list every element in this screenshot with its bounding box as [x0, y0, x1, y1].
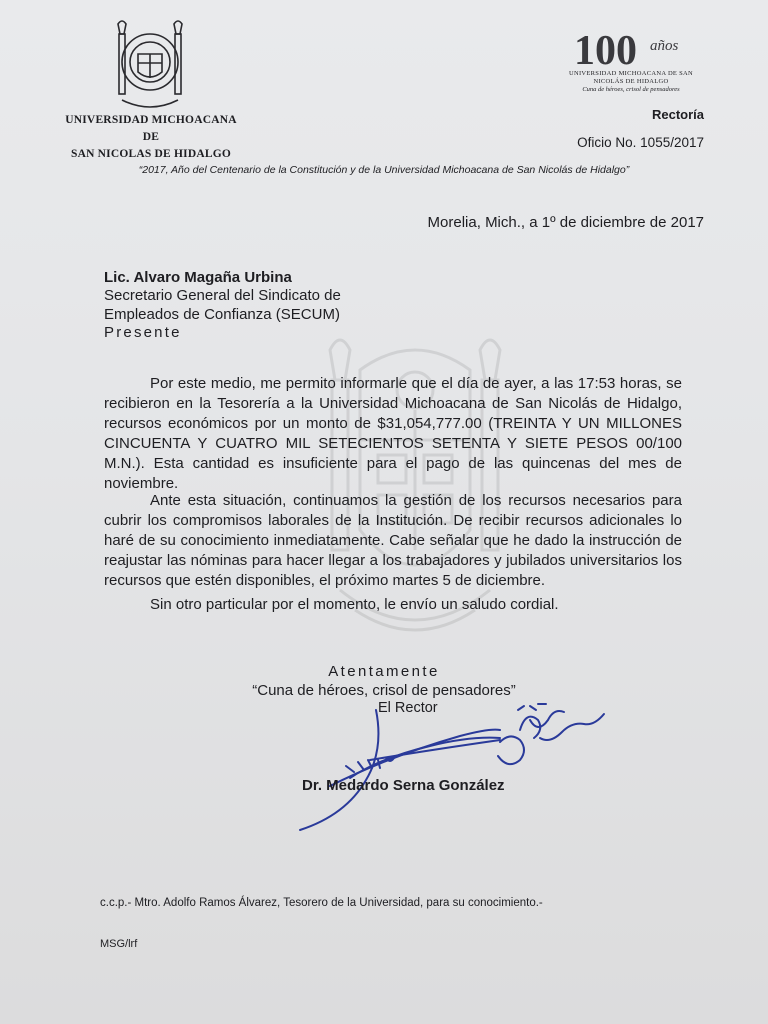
- greeting: Presente: [104, 324, 182, 341]
- carbon-copy-line: c.c.p.- Mtro. Adolfo Ramos Álvarez, Tesorero de la Universidad, para su conocimiento.-: [100, 897, 543, 909]
- body-paragraph: Por este medio, me permito informarle que el día de ayer, a las 17:53 horas, se recibieron en la Tesorería a la Universidad Michoacana de San Nicolás de Hidalgo, recursos económicos por un monto de $31,054,777.00 (TREINTA Y UN MILLONES CINCUENTA Y CUATRO MIL SETECIENTOS SETENTA Y SIETE PESOS 00/100 M.N.). Esta cantidad es insuficiente para el pago de las quincenas del mes de noviembre.: [104, 375, 682, 492]
- oficio-number: Oficio No. 1055/2017: [577, 135, 704, 150]
- university-name: [56, 112, 246, 163]
- body-paragraph: Ante esta situación, continuamos la gestión de los recursos necesarios para cubrir los compromisos laborales de la Institución. De recibir recursos adicionales lo haré de su conocimiento inmediatamente. Cabe señalar que he dado la instrucción de reajustar las nóminas para hacer llegar a los trabajadores y jubilados universitarios los recursos que estén disponibles, el próximo martes 5 de diciembre.: [104, 492, 682, 589]
- handwritten-signature-icon: [290, 690, 610, 840]
- university-name-line: DE: [142, 131, 160, 143]
- addressee-title: Secretario General del Sindicato de Empleados de Confianza (SECUM): [104, 287, 341, 323]
- addressee-name: Lic. Alvaro Magaña Urbina: [104, 269, 292, 286]
- centenary-motto: Cuna de héroes, crisol de pensadores: [582, 86, 680, 93]
- university-name-line: SAN NICOLAS DE HIDALGO: [71, 148, 231, 160]
- centenary-suffix: años: [650, 38, 679, 54]
- closing-motto: “Cuna de héroes, crisol de pensadores”: [252, 682, 516, 699]
- centenary-100-icon: [570, 24, 700, 70]
- centenary-university: UNIVERSIDAD MICHOACANA DE SAN NICOLÁS DE HIDALGO: [568, 70, 694, 85]
- signer-name: Dr. Medardo Serna González: [302, 777, 505, 794]
- closing: Atentamente: [328, 663, 440, 680]
- signer-role: El Rector: [378, 700, 438, 716]
- office-label: Rectoría: [651, 107, 704, 122]
- reference-initials: MSG/lrf: [100, 938, 138, 950]
- centenary-number: 100: [574, 28, 637, 70]
- body-paragraph: Sin otro particular por el momento, le envío un saludo cordial.: [150, 596, 559, 613]
- university-crest-icon: [108, 18, 192, 110]
- date-line: Morelia, Mich., a 1º de diciembre de 2017: [427, 214, 704, 231]
- year-motto: “2017, Año del Centenario de la Constitución y de la Universidad Michoacana de San Nicolás de Hidalgo”: [138, 164, 630, 176]
- university-name-line: UNIVERSIDAD MICHOACANA: [65, 114, 237, 126]
